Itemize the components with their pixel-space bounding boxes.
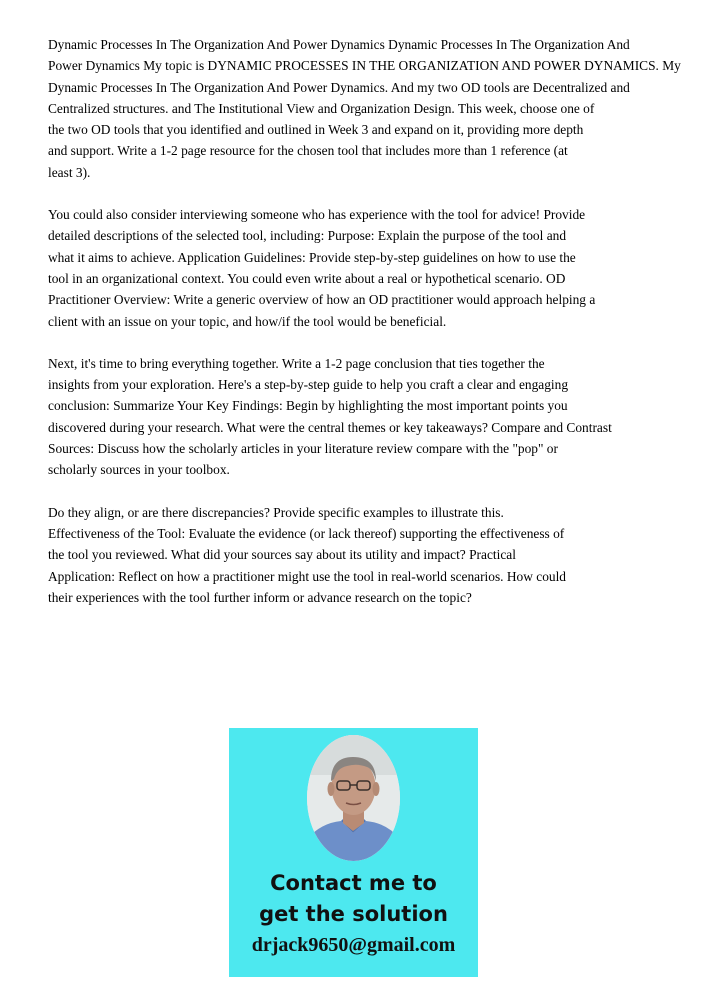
text-line: Next, it's time to bring everything together. Write a 1-2 page conclusion that ties together the (48, 355, 545, 371)
paragraph-2 (48, 204, 708, 332)
text-line: Centralized structures. and The Institutional View and Organization Design. This week, choose one of (48, 100, 595, 116)
paragraph-1 (48, 34, 708, 183)
contact-call-to-action (229, 868, 478, 930)
text-line: You could also consider interviewing someone who has experience with the tool for advice! Provide (48, 207, 586, 223)
text-line: what it aims to achieve. Application Guidelines: Provide step-by-step guidelines on how to use the (48, 249, 576, 265)
text-line: Application: Reflect on how a practitioner might use the tool in real-world scenarios. How could (48, 568, 567, 584)
text-line: client with an issue on your topic, and how/if the tool would be beneficial. (48, 313, 447, 329)
paragraph-4 (48, 502, 708, 608)
text-line: Power Dynamics My topic is DYNAMIC PROCESSES IN THE ORGANIZATION AND POWER DYNAMICS. My (48, 58, 681, 74)
paragraph-3 (48, 353, 708, 481)
text-line: their experiences with the tool further inform or advance research on the topic? (48, 589, 472, 605)
text-line: discovered during your research. What were the central themes or key takeaways? Compare and Contrast (48, 419, 612, 435)
text-line: Dynamic Processes In The Organization And Power Dynamics Dynamic Processes In The Organization And (48, 37, 630, 52)
text-line: Sources: Discuss how the scholarly articles in your literature review compare with the "pop" or (48, 441, 558, 457)
text-line: Dynamic Processes In The Organization And Power Dynamics. And my two OD tools are Decentralized and (48, 79, 630, 95)
document-body (48, 34, 708, 629)
text-line: least 3). (48, 164, 91, 180)
text-line: Practitioner Overview: Write a generic overview of how an OD practitioner would approach helping a (48, 292, 596, 308)
cta-line-2: get the solution (259, 902, 448, 926)
text-line: and support. Write a 1-2 page resource for the chosen tool that includes more than 1 reference (at (48, 143, 568, 159)
text-line: scholarly sources in your toolbox. (48, 462, 230, 478)
text-line: the two OD tools that you identified and outlined in Week 3 and expand on it, providing more depth (48, 122, 584, 138)
text-line: detailed descriptions of the selected tool, including: Purpose: Explain the purpose of the tool and (48, 228, 567, 244)
text-line: Effectiveness of the Tool: Evaluate the evidence (or lack thereof) supporting the effectiveness of (48, 525, 565, 541)
text-line: conclusion: Summarize Your Key Findings: Begin by highlighting the most important points you (48, 398, 568, 414)
contact-ad-banner[interactable] (229, 728, 478, 977)
person-portrait-icon (307, 735, 400, 861)
cta-line-1: Contact me to (270, 871, 437, 895)
text-line: tool in an organizational context. You could even write about a real or hypothetical scenario. OD (48, 270, 566, 286)
contact-email[interactable]: drjack9650@gmail.com (251, 934, 456, 956)
text-line: insights from your exploration. Here's a step-by-step guide to help you craft a clear and engaging (48, 377, 569, 393)
text-line: the tool you reviewed. What did your sources say about its utility and impact? Practical (48, 547, 516, 563)
text-line: Do they align, or are there discrepancies? Provide specific examples to illustrate this. (48, 504, 504, 520)
